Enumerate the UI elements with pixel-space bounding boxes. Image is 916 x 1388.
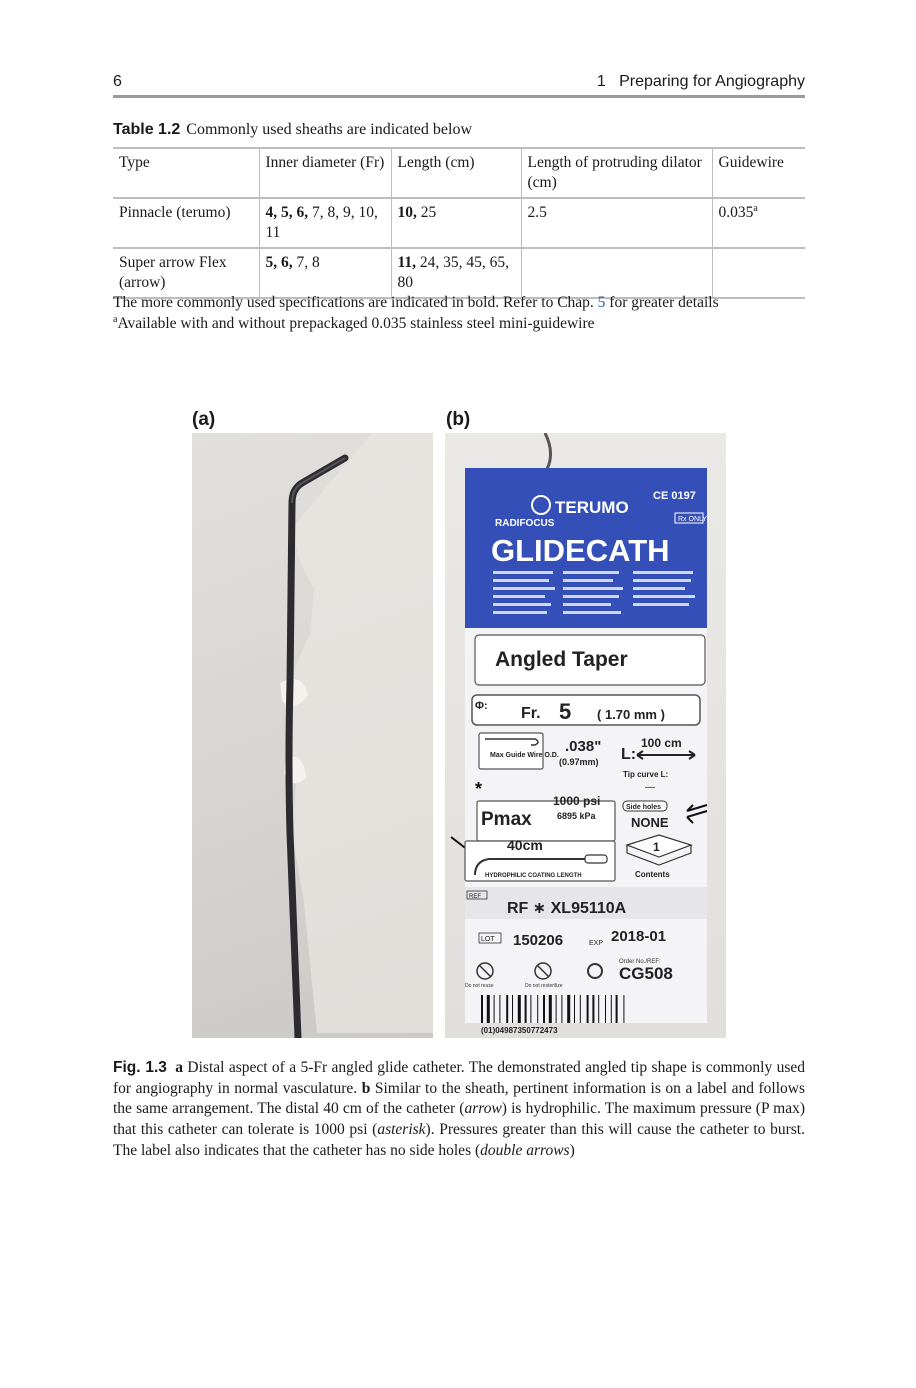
guide-wire-od: .038" [565, 738, 602, 755]
barcode-bar [587, 995, 589, 1023]
barcode-bar [487, 995, 490, 1023]
barcode-number: (01)04987350772473 [481, 1026, 558, 1035]
coating-label: HYDROPHILIC COATING LENGTH [485, 873, 582, 879]
barcode-bar [543, 995, 545, 1023]
table-row [113, 248, 805, 298]
column-header: Inner diameter (Fr) [259, 148, 391, 198]
order-value: CG508 [619, 964, 673, 983]
barcode-bar [611, 995, 612, 1023]
bold-spec: 4, 5, 6, [265, 204, 309, 221]
pmax-kpa: 6895 kPa [557, 811, 596, 821]
cell-dilator: 2.5 [521, 198, 712, 248]
cell-inner-diameter [259, 248, 391, 298]
max-guide-label: Max Guide Wire O.D. [490, 752, 559, 759]
table-label: Table 1.2 [113, 121, 181, 138]
chapter-link[interactable]: 5 [597, 294, 606, 311]
column-header: Guidewire [712, 148, 805, 198]
catheter-label-photo [445, 433, 726, 1038]
bold-spec: 10, [397, 204, 417, 221]
spec: 0.035 [718, 204, 754, 221]
cell-inner-diameter [259, 198, 391, 248]
ref-label: REF [469, 894, 481, 900]
spec: 24, 35, 45, 65, 80 [397, 254, 510, 291]
no-reuse-text: Do not reuse [465, 983, 494, 989]
barcode-bar [592, 995, 594, 1023]
sheaths-table [113, 147, 805, 299]
barcode-bar [567, 995, 570, 1023]
barcode-bar [537, 995, 538, 1023]
cell-length [391, 198, 521, 248]
caption-asterisk-term: asterisk [377, 1121, 426, 1139]
bold-spec: 11, [397, 254, 417, 271]
lot-value: 150206 [513, 932, 564, 949]
column-header: Length of protruding dilator (cm) [521, 148, 712, 198]
cell-type: Pinnacle (terumo) [119, 204, 231, 221]
cell-guidewire [712, 198, 805, 248]
exp-value: 2018-01 [611, 928, 667, 945]
sub-brand-text: RADIFOCUS [495, 518, 555, 529]
spec: 7, 8, 9, 10, 11 [265, 204, 378, 241]
caption-text: ) is hydrophilic. The maximum pressure (P max) that this catheter can tolerate is 1000 psi ( [113, 1100, 806, 1139]
barcode-bar [574, 995, 575, 1023]
coating-length: 40cm [507, 837, 543, 853]
tip-curve-label: Tip curve L: [623, 770, 669, 779]
cell-length [391, 248, 521, 298]
french-size: 5 [559, 699, 572, 724]
barcode-bar [530, 995, 531, 1023]
caption-text: ) [569, 1141, 575, 1159]
side-holes-label: Side holes [626, 804, 662, 811]
barcode-bar [598, 995, 599, 1023]
barcode-bar [549, 995, 552, 1023]
french-mm: ( 1.70 mm ) [597, 707, 665, 722]
table-note [113, 294, 805, 312]
page-number: 6 [113, 73, 122, 90]
column-header: Type [119, 154, 150, 171]
barcode-bar [481, 995, 483, 1023]
length-label: L: [621, 746, 637, 763]
caption-text: ). Pressures greater than this will cause the catheter to burst. The label also indicates that the catheter has no side holes ( [113, 1121, 805, 1159]
length-value: 100 cm [641, 736, 682, 750]
french-label: Fr. [521, 705, 541, 722]
table-row [113, 198, 805, 248]
tip-shape-text: Angled Taper [495, 648, 628, 671]
pmax-label: Pmax [481, 809, 532, 830]
contents-label: Contents [635, 870, 670, 879]
table-footnote [113, 315, 805, 333]
catheter-illustration [192, 433, 433, 1038]
ce-mark-text: CE 0197 [653, 490, 696, 502]
barcode-bar [494, 995, 495, 1023]
lot-label: LOT [481, 936, 495, 943]
barcode-bar [506, 995, 508, 1023]
chapter-title: 1 Preparing for Angiography [596, 73, 805, 90]
caption-text: Similar to the sheath, pertinent information is on a label and follows the same arrangement. The distal 40 cm of the catheter ( [113, 1079, 805, 1118]
bold-spec: 5, 6, [265, 254, 293, 271]
figure-caption [113, 1058, 805, 1162]
barcode-bar [499, 995, 500, 1023]
tip-curve-value: — [645, 782, 655, 793]
panel-b-label: (b) [446, 409, 471, 430]
no-resterilize-text: Do not resterilize [525, 983, 563, 989]
barcode-bar [518, 995, 521, 1023]
table-caption [113, 121, 472, 139]
guide-wire-mm: (0.97mm) [559, 757, 599, 767]
caption-panel-a: a [175, 1059, 184, 1076]
spec: 25 [416, 204, 437, 221]
pmax-psi: 1000 psi [553, 794, 601, 808]
barcode-bar [616, 995, 618, 1023]
exp-label: EXP [589, 940, 604, 947]
table-caption-text: Commonly used sheaths are indicated below [186, 121, 473, 138]
barcode-bar [556, 995, 557, 1023]
header-rule [113, 95, 805, 98]
running-header [113, 73, 805, 95]
cell-guidewire [712, 248, 805, 298]
side-holes-value: NONE [631, 815, 669, 830]
ref-value: RF ∗ XL95110A [507, 900, 627, 917]
contents-count: 1 [653, 840, 660, 854]
label-illustration [445, 433, 726, 1038]
column-header: Length (cm) [391, 148, 521, 198]
order-label: Order No./REF: [619, 959, 661, 965]
cell-dilator [521, 248, 712, 298]
barcode-bar [512, 995, 513, 1023]
barcode-bar [525, 995, 527, 1023]
figure-label: Fig. 1.3 [113, 1059, 167, 1076]
barcode-bar [580, 995, 581, 1023]
note-text: The more commonly used specifications are indicated in bold. Refer to Chap. [113, 294, 598, 311]
phi-symbol: Φ: [475, 700, 488, 712]
footnote-marker: a [753, 202, 758, 214]
barcode-bar [623, 995, 624, 1023]
caption-text: Distal aspect of a 5-Fr angled glide catheter. The demonstrated angled tip shape is commonly used for angiography in normal vasculature. [113, 1059, 806, 1097]
spec: 7, 8 [292, 254, 320, 271]
caption-arrow-term: arrow [464, 1100, 502, 1118]
table-header-row [113, 148, 805, 198]
asterisk-mark: * [475, 779, 483, 799]
caption-panel-b: b [361, 1079, 371, 1097]
caption-double-arrows-term: double arrows [480, 1141, 570, 1159]
catheter-photo [192, 433, 433, 1038]
note-text: for greater details [605, 294, 719, 311]
panel-a-label: (a) [192, 409, 216, 430]
barcode-bar [605, 995, 606, 1023]
barcode-bar [561, 995, 562, 1023]
rx-only-text: Rx ONLY [678, 516, 708, 523]
footnote-text: Available with and without prepackaged 0.035 stainless steel mini-guidewire [117, 315, 595, 332]
footnote-marker: a [113, 313, 118, 325]
brand-text: TERUMO [555, 498, 629, 517]
cell-type: Super arrow Flex (arrow) [119, 254, 227, 291]
product-name-text: GLIDECATH [491, 533, 670, 568]
